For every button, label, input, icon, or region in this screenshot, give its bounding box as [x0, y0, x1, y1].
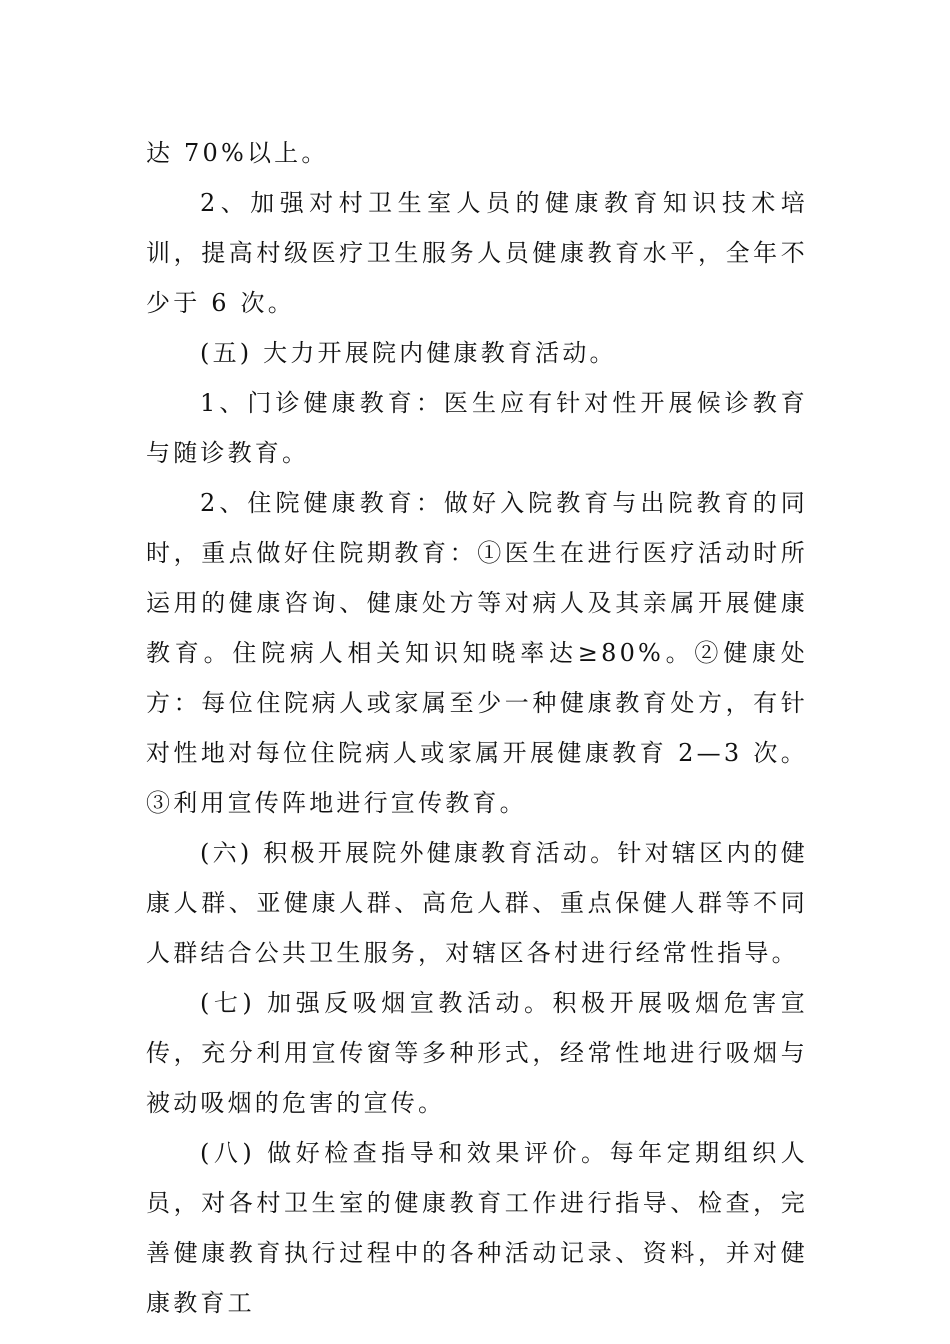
paragraph-continuation: 达 70%以上。	[146, 139, 329, 167]
document-body	[146, 128, 808, 1328]
section-heading-five: (五) 大力开展院内健康教育活动。	[200, 339, 617, 367]
paragraph-outpatient-education: 1、门诊健康教育：医生应有针对性开展候诊教育与随诊教育。	[146, 389, 808, 467]
section-paragraph-seven: (七) 加强反吸烟宣教活动。积极开展吸烟危害宣传，充分利用宣传窗等多种形式，经常性地进行吸烟与被动吸烟的危害的宣传。	[146, 989, 808, 1117]
paragraph-inpatient-education: 2、住院健康教育：做好入院教育与出院教育的同时，重点做好住院期教育：①医生在进行医疗活动时所运用的健康咨询、健康处方等对病人及其亲属开展健康教育。住院病人相关知识知晓率达≥80%。②健康处方：每位住院病人或家属至少一种健康教育处方，有针对性地对每位住院病人或家属开展健康教育 2—3 次。③利用宣传阵地进行宣传教育。	[146, 489, 808, 817]
section-paragraph-eight: (八) 做好检查指导和效果评价。每年定期组织人员，对各村卫生室的健康教育工作进行指导、检查，完善健康教育执行过程中的各种活动记录、资料，并对健康教育工	[146, 1139, 808, 1317]
section-paragraph-six: (六) 积极开展院外健康教育活动。针对辖区内的健康人群、亚健康人群、高危人群、重点保健人群等不同人群结合公共卫生服务，对辖区各村进行经常性指导。	[146, 839, 808, 967]
paragraph-village-training: 2、加强对村卫生室人员的健康教育知识技术培训，提高村级医疗卫生服务人员健康教育水平，全年不少于 6 次。	[146, 189, 808, 317]
